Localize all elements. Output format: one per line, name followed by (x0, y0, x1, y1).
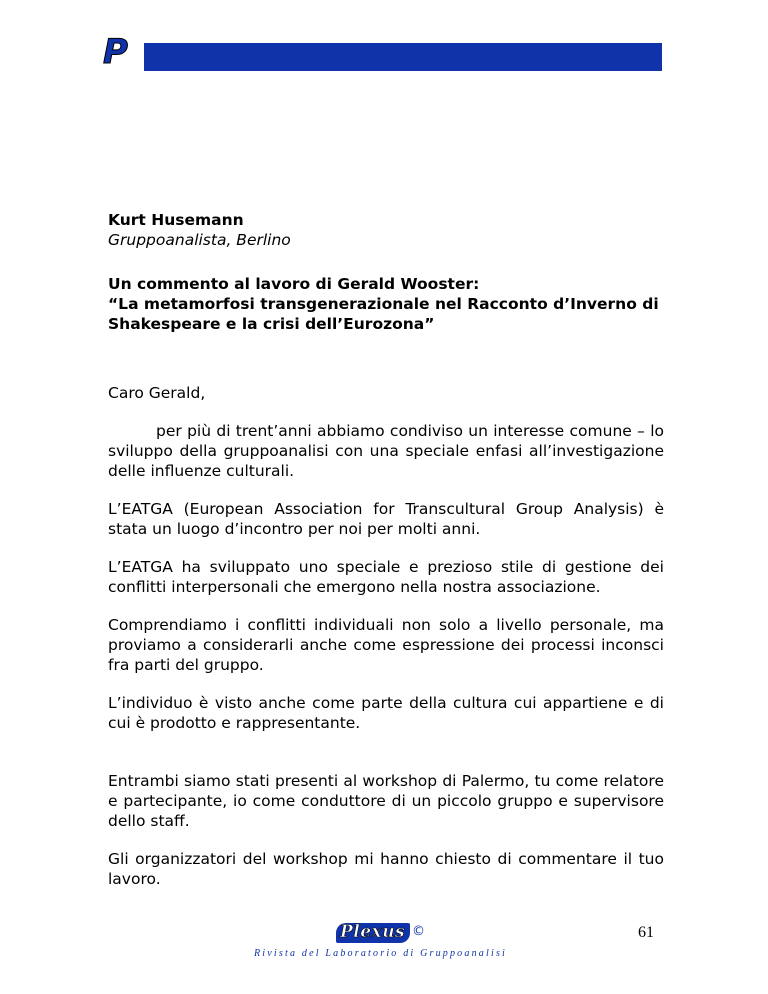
paragraph-6: Entrambi siamo stati presenti al workshop di Palermo, tu come relatore e partecipante, io come conduttore di un piccolo gruppo e supervisore dello staff. (108, 772, 664, 830)
header-bar (100, 43, 662, 71)
copyright-symbol: © (412, 924, 425, 939)
article-title-line1: Un commento al lavoro di Gerald Wooster: (108, 275, 480, 293)
paragraph-4: Comprendiamo i conflitti individuali non solo a livello personale, ma proviamo a considerarli anche come espressione dei processi inconsci fra parti del gruppo. (108, 616, 664, 674)
author-affiliation: Gruppoanalista, Berlino (108, 231, 291, 249)
greeting: Caro Gerald, (108, 384, 206, 402)
plexus-logo (336, 923, 410, 943)
page-number: 61 (638, 924, 654, 941)
journal-logo-letter: P (103, 32, 128, 72)
paragraph-5: L’individuo è visto anche come parte della cultura cui appartiene e di cui è prodotto e rappresentante. (108, 694, 664, 732)
paragraph-7: Gli organizzatori del workshop mi hanno chiesto di commentare il tuo lavoro. (108, 850, 664, 888)
journal-logo (100, 32, 144, 72)
article-title-line2: “La metamorfosi transgenerazionale nel Racconto d’Inverno di Shakespeare e la crisi dell’Eurozona” (108, 295, 659, 333)
paragraph-2: L’EATGA (European Association for Transcultural Group Analysis) è stata un luogo d’incontro per noi per molti anni. (108, 500, 664, 538)
author-name: Kurt Husemann (108, 211, 244, 229)
journal-subtitle: Rivista del Laboratorio di Gruppoanalisi (254, 948, 508, 959)
paragraph-1: per più di trent’anni abbiamo condiviso un interesse comune – lo sviluppo della gruppoanalisi con una speciale enfasi all’investigazione delle influenze culturali. (108, 422, 664, 480)
article-body (108, 210, 664, 889)
article-title (108, 274, 664, 334)
plexus-logo-text: Plexus (340, 922, 406, 942)
paragraph-3: L’EATGA ha sviluppato uno speciale e prezioso stile di gestione dei conflitti interpersonali che emergono nella nostra associazione. (108, 558, 664, 596)
